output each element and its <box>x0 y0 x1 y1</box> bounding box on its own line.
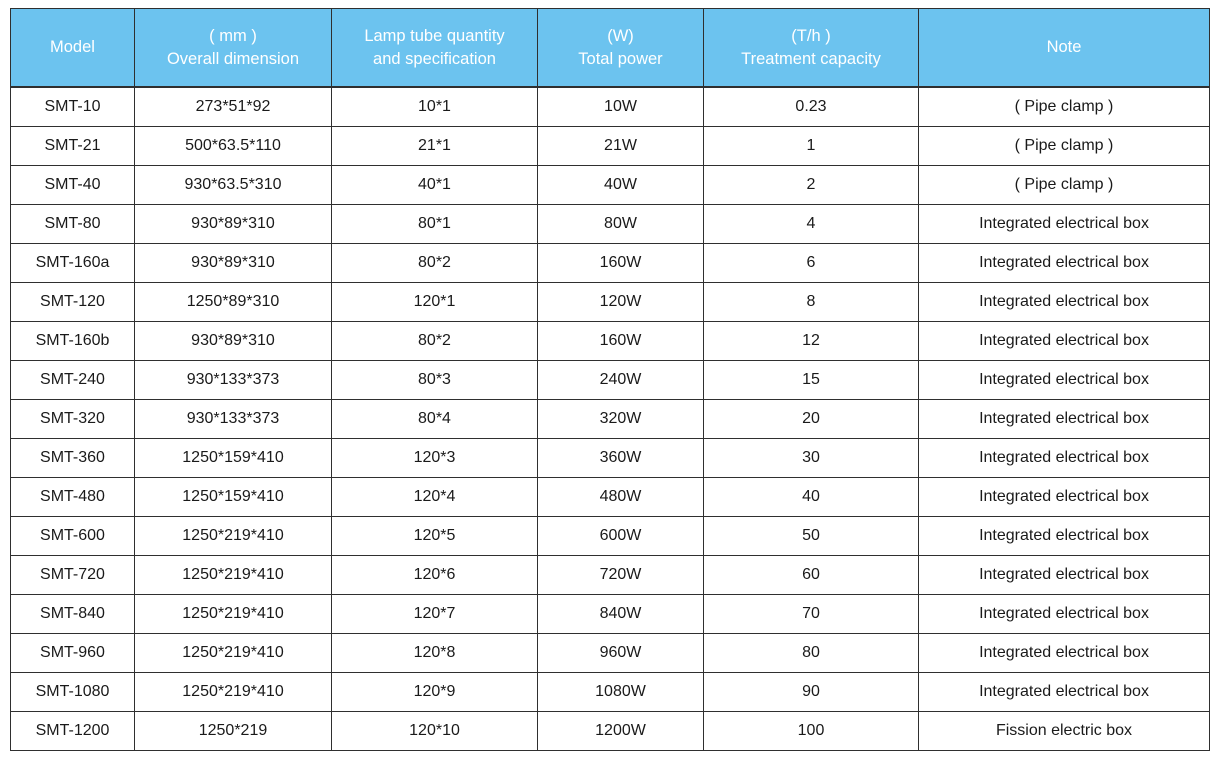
cell-total-power: 840W <box>538 595 704 634</box>
cell-model: SMT-160a <box>11 244 135 283</box>
cell-total-power: 480W <box>538 478 704 517</box>
cell-note: ( Pipe clamp ) <box>919 87 1210 127</box>
header-treatment-capacity <box>704 9 919 88</box>
cell-lamp-tube: 120*3 <box>332 439 538 478</box>
cell-overall-dimension: 930*63.5*310 <box>135 166 332 205</box>
cell-model: SMT-160b <box>11 322 135 361</box>
cell-total-power: 1080W <box>538 673 704 712</box>
cell-total-power: 160W <box>538 244 704 283</box>
table-row <box>11 400 1210 439</box>
cell-total-power: 21W <box>538 127 704 166</box>
cell-overall-dimension: 1250*89*310 <box>135 283 332 322</box>
cell-treatment-capacity: 2 <box>704 166 919 205</box>
cell-model: SMT-120 <box>11 283 135 322</box>
cell-treatment-capacity: 30 <box>704 439 919 478</box>
cell-note: Integrated electrical box <box>919 283 1210 322</box>
table-row <box>11 439 1210 478</box>
cell-model: SMT-960 <box>11 634 135 673</box>
cell-model: SMT-320 <box>11 400 135 439</box>
cell-total-power: 240W <box>538 361 704 400</box>
cell-lamp-tube: 120*6 <box>332 556 538 595</box>
cell-treatment-capacity: 80 <box>704 634 919 673</box>
cell-model: SMT-840 <box>11 595 135 634</box>
table-row <box>11 517 1210 556</box>
cell-lamp-tube: 120*9 <box>332 673 538 712</box>
cell-note: Integrated electrical box <box>919 322 1210 361</box>
table-row <box>11 361 1210 400</box>
cell-lamp-tube: 80*4 <box>332 400 538 439</box>
cell-note: Integrated electrical box <box>919 478 1210 517</box>
cell-overall-dimension: 930*89*310 <box>135 205 332 244</box>
cell-total-power: 960W <box>538 634 704 673</box>
table-body <box>11 87 1210 751</box>
cell-lamp-tube: 80*3 <box>332 361 538 400</box>
cell-model: SMT-1200 <box>11 712 135 751</box>
cell-treatment-capacity: 4 <box>704 205 919 244</box>
table-row <box>11 205 1210 244</box>
cell-overall-dimension: 1250*219*410 <box>135 595 332 634</box>
cell-note: Fission electric box <box>919 712 1210 751</box>
header-overall-dimension <box>135 9 332 88</box>
cell-overall-dimension: 273*51*92 <box>135 87 332 127</box>
cell-note: Integrated electrical box <box>919 400 1210 439</box>
cell-note: Integrated electrical box <box>919 244 1210 283</box>
cell-treatment-capacity: 100 <box>704 712 919 751</box>
table-row <box>11 556 1210 595</box>
table-row <box>11 166 1210 205</box>
cell-total-power: 360W <box>538 439 704 478</box>
cell-treatment-capacity: 1 <box>704 127 919 166</box>
table-row <box>11 478 1210 517</box>
header-row <box>11 9 1210 88</box>
cell-total-power: 600W <box>538 517 704 556</box>
cell-lamp-tube: 10*1 <box>332 87 538 127</box>
cell-treatment-capacity: 15 <box>704 361 919 400</box>
table-row <box>11 673 1210 712</box>
header-note <box>919 9 1210 88</box>
cell-total-power: 40W <box>538 166 704 205</box>
header-lamp-line1: Lamp tube quantity <box>364 26 505 45</box>
table-row <box>11 87 1210 127</box>
cell-overall-dimension: 1250*219*410 <box>135 556 332 595</box>
table-row <box>11 712 1210 751</box>
cell-lamp-tube: 120*7 <box>332 595 538 634</box>
cell-total-power: 160W <box>538 322 704 361</box>
cell-model: SMT-10 <box>11 87 135 127</box>
cell-overall-dimension: 500*63.5*110 <box>135 127 332 166</box>
cell-overall-dimension: 1250*159*410 <box>135 478 332 517</box>
table-row <box>11 595 1210 634</box>
cell-note: Integrated electrical box <box>919 556 1210 595</box>
cell-lamp-tube: 80*1 <box>332 205 538 244</box>
cell-lamp-tube: 120*8 <box>332 634 538 673</box>
cell-lamp-tube: 120*5 <box>332 517 538 556</box>
cell-note: Integrated electrical box <box>919 439 1210 478</box>
table-header <box>11 9 1210 88</box>
table-row <box>11 634 1210 673</box>
cell-overall-dimension: 930*89*310 <box>135 322 332 361</box>
specification-table <box>10 8 1210 751</box>
cell-note: Integrated electrical box <box>919 673 1210 712</box>
cell-total-power: 80W <box>538 205 704 244</box>
table-row <box>11 283 1210 322</box>
table-row <box>11 244 1210 283</box>
cell-model: SMT-21 <box>11 127 135 166</box>
cell-total-power: 720W <box>538 556 704 595</box>
cell-lamp-tube: 40*1 <box>332 166 538 205</box>
cell-note: Integrated electrical box <box>919 361 1210 400</box>
cell-overall-dimension: 1250*219*410 <box>135 673 332 712</box>
header-dimension-unit: ( mm ) <box>209 26 257 45</box>
cell-model: SMT-600 <box>11 517 135 556</box>
cell-model: SMT-720 <box>11 556 135 595</box>
cell-lamp-tube: 21*1 <box>332 127 538 166</box>
header-capacity-label: Treatment capacity <box>741 49 881 68</box>
cell-overall-dimension: 1250*219 <box>135 712 332 751</box>
cell-treatment-capacity: 8 <box>704 283 919 322</box>
cell-treatment-capacity: 70 <box>704 595 919 634</box>
header-lamp-line2: and specification <box>373 49 496 68</box>
cell-treatment-capacity: 90 <box>704 673 919 712</box>
cell-lamp-tube: 80*2 <box>332 322 538 361</box>
cell-treatment-capacity: 20 <box>704 400 919 439</box>
cell-note: Integrated electrical box <box>919 634 1210 673</box>
cell-total-power: 320W <box>538 400 704 439</box>
header-model-label: Model <box>50 38 95 56</box>
cell-treatment-capacity: 40 <box>704 478 919 517</box>
header-total-power <box>538 9 704 88</box>
cell-note: ( Pipe clamp ) <box>919 127 1210 166</box>
cell-model: SMT-1080 <box>11 673 135 712</box>
cell-overall-dimension: 930*133*373 <box>135 361 332 400</box>
cell-lamp-tube: 120*4 <box>332 478 538 517</box>
cell-model: SMT-480 <box>11 478 135 517</box>
cell-total-power: 10W <box>538 87 704 127</box>
header-dimension-label: Overall dimension <box>166 49 300 68</box>
cell-overall-dimension: 930*89*310 <box>135 244 332 283</box>
header-capacity-unit: (T/h ) <box>791 26 831 45</box>
cell-overall-dimension: 1250*219*410 <box>135 634 332 673</box>
cell-treatment-capacity: 6 <box>704 244 919 283</box>
cell-lamp-tube: 120*1 <box>332 283 538 322</box>
table-row <box>11 322 1210 361</box>
header-note-label: Note <box>1046 38 1082 56</box>
cell-treatment-capacity: 0.23 <box>704 87 919 127</box>
cell-total-power: 120W <box>538 283 704 322</box>
table-row <box>11 127 1210 166</box>
header-power-unit: (W) <box>607 26 634 45</box>
cell-overall-dimension: 930*133*373 <box>135 400 332 439</box>
cell-lamp-tube: 80*2 <box>332 244 538 283</box>
cell-treatment-capacity: 60 <box>704 556 919 595</box>
cell-note: Integrated electrical box <box>919 595 1210 634</box>
cell-overall-dimension: 1250*219*410 <box>135 517 332 556</box>
cell-overall-dimension: 1250*159*410 <box>135 439 332 478</box>
header-model <box>11 9 135 88</box>
header-lamp-tube <box>332 9 538 88</box>
cell-model: SMT-40 <box>11 166 135 205</box>
cell-model: SMT-240 <box>11 361 135 400</box>
cell-note: Integrated electrical box <box>919 517 1210 556</box>
cell-treatment-capacity: 12 <box>704 322 919 361</box>
cell-total-power: 1200W <box>538 712 704 751</box>
cell-note: ( Pipe clamp ) <box>919 166 1210 205</box>
cell-model: SMT-360 <box>11 439 135 478</box>
cell-lamp-tube: 120*10 <box>332 712 538 751</box>
cell-note: Integrated electrical box <box>919 205 1210 244</box>
cell-model: SMT-80 <box>11 205 135 244</box>
cell-treatment-capacity: 50 <box>704 517 919 556</box>
header-power-label: Total power <box>578 49 663 68</box>
